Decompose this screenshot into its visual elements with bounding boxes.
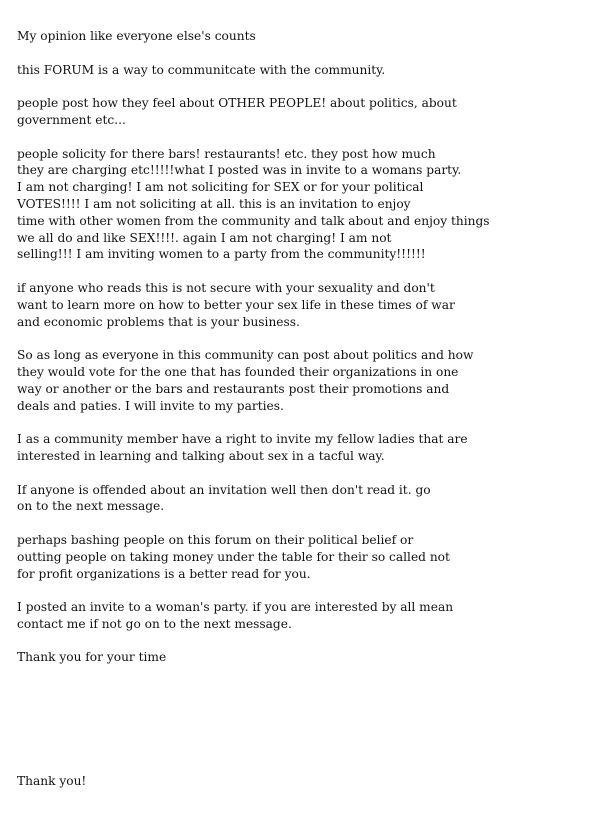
text-line: and economic problems that is your business. <box>17 314 300 329</box>
text-line: for profit organizations is a better read for you. <box>17 566 311 581</box>
text-line: they would vote for the one that has founded their organizations in one <box>17 364 459 379</box>
text-line: If anyone is offended about an invitation well then don't read it. go <box>17 482 431 497</box>
text-line: contact me if not go on to the next message. <box>17 616 292 631</box>
text-line: want to learn more on how to better your sex life in these times of war <box>17 297 455 312</box>
paragraph <box>17 482 587 516</box>
paragraph <box>17 146 587 264</box>
text-line: My opinion like everyone else's counts <box>17 29 256 43</box>
text-line: they are charging etc!!!!!what I posted was in invite to a womans party. <box>17 163 462 178</box>
text-line: way or another or the bars and restaurants post their promotions and <box>17 381 450 396</box>
text-line: we all do and like SEX!!!!. again I am not charging! I am not <box>17 230 392 245</box>
paragraph <box>17 649 587 666</box>
text-line: this FORUM is a way to communitcate with the community. <box>17 62 386 77</box>
text-line: deals and paties. I will invite to my parties. <box>17 398 284 413</box>
paragraph <box>17 599 587 633</box>
text-line: selling!!! I am inviting women to a party from the community!!!!!! <box>17 247 426 262</box>
paragraph <box>17 532 587 582</box>
paragraph <box>17 431 587 465</box>
text-line: So as long as everyone in this community can post about politics and how <box>17 348 474 363</box>
paragraph <box>17 95 587 129</box>
paragraph <box>17 280 587 330</box>
text-line: people solicity for there bars! restaurants! etc. they post how much <box>17 146 436 161</box>
paragraph <box>17 28 587 45</box>
text-line: people post how they feel about OTHER PEOPLE! about politics, about <box>17 96 457 111</box>
text-line: outting people on taking money under the table for their so called not <box>17 549 450 564</box>
text-line: government etc... <box>17 112 126 127</box>
text-line: I am not charging! I am not soliciting for SEX or for your political <box>17 180 424 195</box>
text-line: I posted an invite to a woman's party. if you are interested by all mean <box>17 600 454 615</box>
text-line: I as a community member have a right to invite my fellow ladies that are <box>17 432 468 447</box>
text-line: time with other women from the community and talk about and enjoy things <box>17 213 490 228</box>
text-line: Thank you for your time <box>17 650 167 665</box>
text-line: interested in learning and talking about sex in a tacful way. <box>17 448 385 463</box>
text-line: VOTES!!!! I am not soliciting at all. this is an invitation to enjoy <box>17 196 411 211</box>
paragraph <box>17 347 587 414</box>
message-body <box>17 28 587 683</box>
paragraph <box>17 62 587 79</box>
text-line: perhaps bashing people on this forum on their political belief or <box>17 532 414 547</box>
signoff: Thank you! <box>17 774 87 788</box>
text-line: if anyone who reads this is not secure with your sexuality and don't <box>17 280 435 295</box>
text-line: on to the next message. <box>17 499 165 514</box>
